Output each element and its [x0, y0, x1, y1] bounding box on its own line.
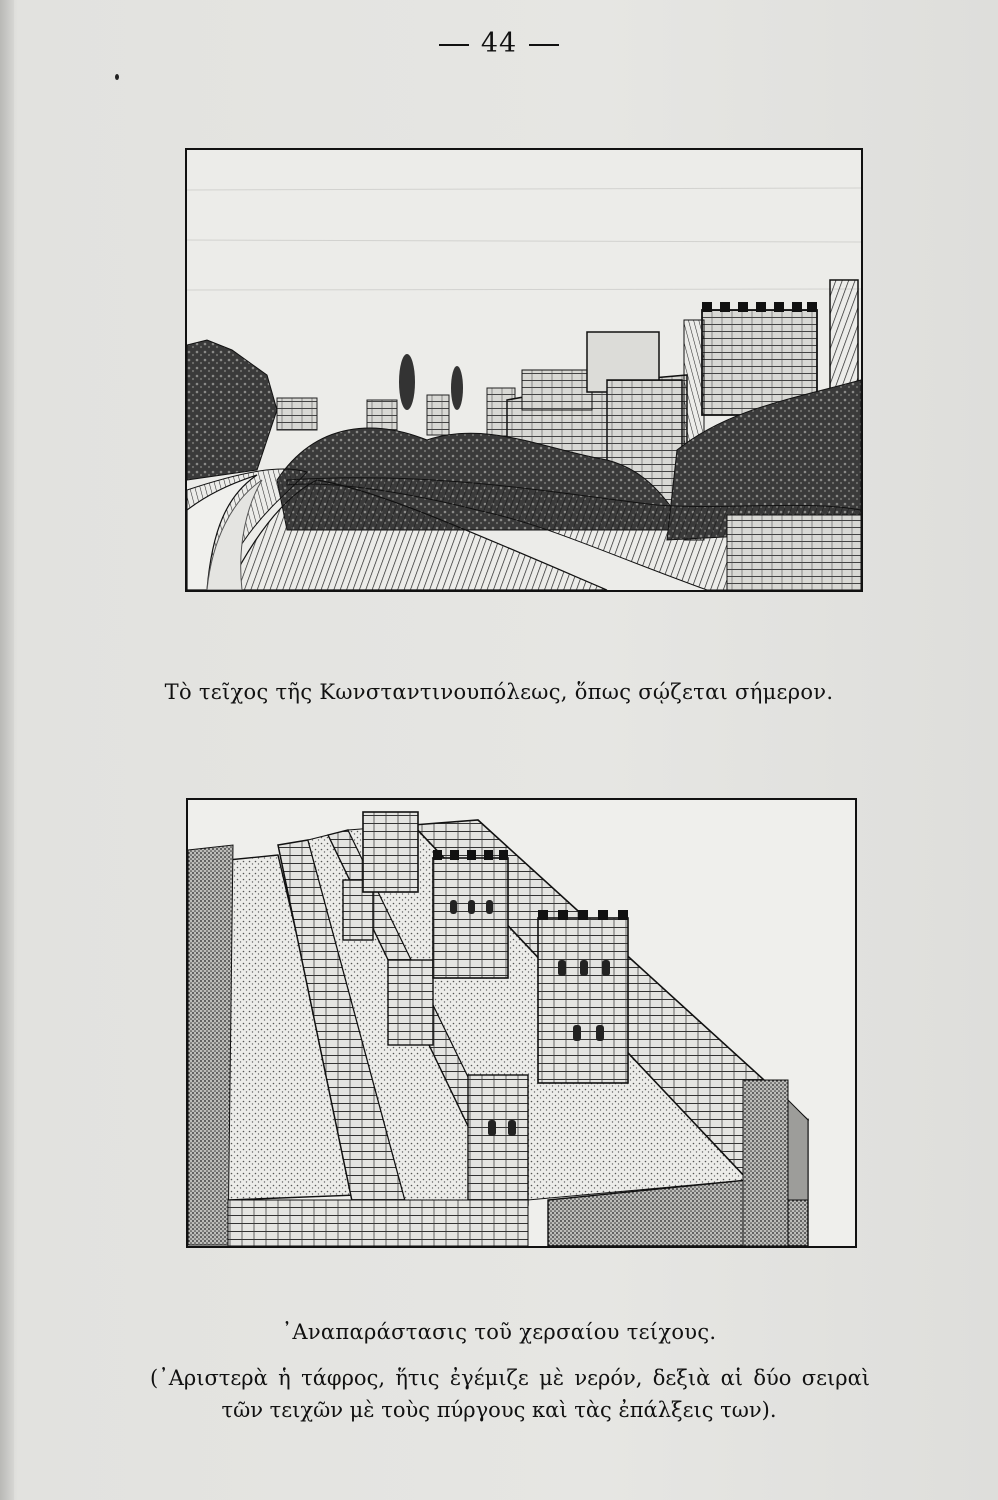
ink-speck — [115, 74, 119, 80]
note-line-1: (᾿Αριστερὰ ἡ τάφρος, ἥτις ἐγέμιζε μὲ νερόν, δεξιὰ αἱ δύο σειραὶ — [150, 1366, 870, 1390]
note-line-2: τῶν τειχῶν μὲ τοὺς πύργους καὶ τὰς ἐπάλξεις των). — [221, 1398, 777, 1422]
caption-walls-today: Τὸ τεῖχος τῆς Κωνσταντινουπόλεως, ὅπως σῴζεται σήμερον. — [164, 680, 834, 704]
page-number-dash-left — [439, 44, 469, 46]
caption-land-walls: ᾿Αναπαράστασις τοῦ χερσαίου τείχους. — [281, 1320, 717, 1344]
page-binding-edge — [0, 0, 14, 1500]
page-number-value: 44 — [480, 28, 518, 59]
page-number — [0, 28, 998, 59]
walls-today-engraving — [187, 150, 861, 590]
illustration-walls-today — [185, 148, 863, 592]
page-number-dash-right — [529, 44, 559, 46]
land-walls-reconstruction-drawing — [188, 800, 855, 1246]
illustration-land-walls-reconstruction — [186, 798, 857, 1248]
